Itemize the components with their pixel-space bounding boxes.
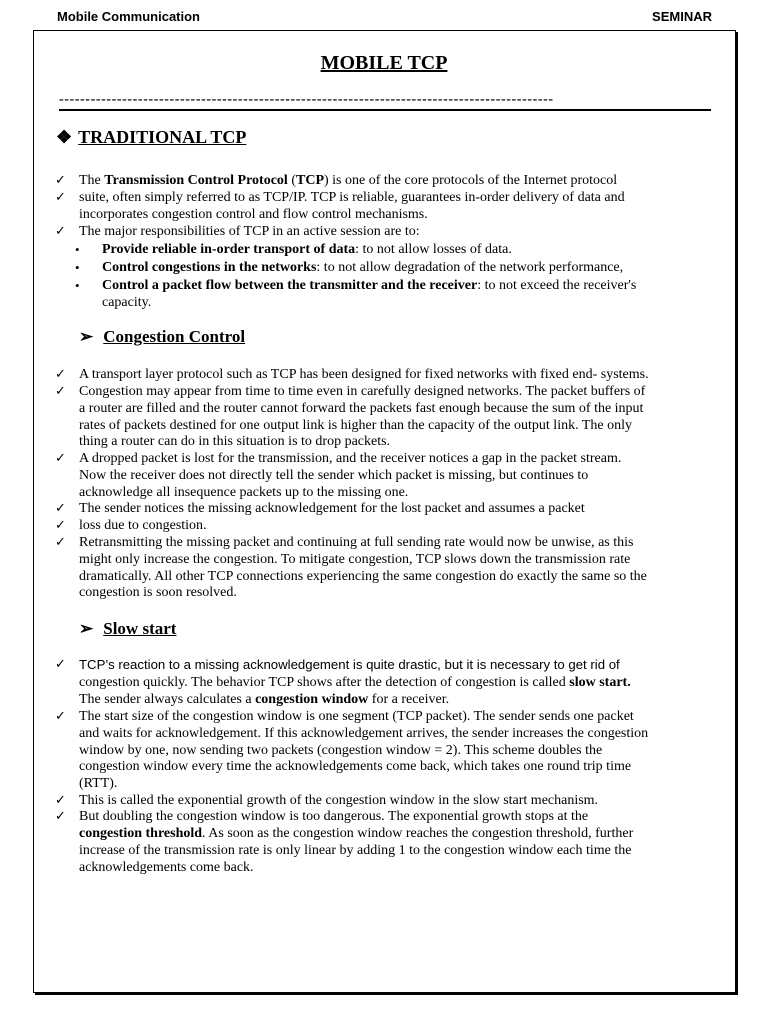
bullet-icon: • [75, 260, 80, 275]
paragraph-line: congestion threshold. As soon as the congestion window reaches the congestion threshold, further [79, 826, 634, 841]
check-icon: ✓ [55, 793, 66, 808]
paragraph-line: The start size of the congestion window is one segment (TCP packet). The sender sends one packet [79, 709, 634, 724]
check-icon: ✓ [55, 535, 66, 550]
arrow-icon: ➢ [79, 619, 94, 638]
paragraph-line: congestion quickly. The behavior TCP shows after the detection of congestion is called slow start. [79, 675, 631, 690]
list-item: Control a packet flow between the transmitter and the receiver: to not exceed the receiver's [102, 278, 637, 293]
paragraph-line: A dropped packet is lost for the transmission, and the receiver notices a gap in the packet stream. [79, 451, 622, 466]
arrow-icon: ➢ [79, 327, 94, 346]
divider-dashes: ---------------------------------------------------------------------------------------------- [59, 92, 554, 107]
paragraph-line: suite, often simply referred to as TCP/IP. TCP is reliable, guarantees in-order delivery of data and [79, 190, 625, 205]
paragraph-line: and waits for acknowledgement. If this acknowledgement arrives, the sender increases the congestion [79, 726, 649, 741]
paragraph-line: The sender always calculates a congestion window for a receiver. [79, 692, 450, 707]
paragraph-line: congestion is soon resolved. [79, 585, 237, 600]
paragraph-line: The major responsibilities of TCP in an active session are to: [79, 224, 420, 239]
header-right: SEMINAR [652, 9, 712, 24]
paragraph-line: A transport layer protocol such as TCP has been designed for fixed networks with fixed end- systems. [79, 367, 649, 382]
bullet-icon: • [75, 278, 80, 293]
list-item: Control congestions in the networks: to not allow degradation of the network performance, [102, 260, 624, 275]
paragraph-line: rates of packets destined for one output link is higher than the capacity of the output link. The only [79, 418, 632, 433]
check-icon: ✓ [55, 501, 66, 516]
paragraph-line: TCP’s reaction to a missing acknowledgement is quite drastic, but it is necessary to get rid of [79, 657, 620, 672]
bullet-icon: • [75, 242, 80, 257]
check-icon: ✓ [55, 451, 66, 466]
check-icon: ✓ [55, 518, 66, 533]
paragraph-line: might only increase the congestion. To mitigate congestion, TCP slows down the transmission rate [79, 552, 631, 567]
check-icon: ✓ [55, 224, 66, 239]
check-icon: ✓ [55, 173, 66, 188]
paragraph-line: But doubling the congestion window is too dangerous. The exponential growth stops at the [79, 809, 589, 824]
diamond-icon: ❖ [56, 127, 73, 147]
paragraph-line: (RTT). [79, 776, 118, 791]
heading-slow-start [79, 619, 176, 639]
paragraph-line: dramatically. All other TCP connections experiencing the same congestion do exactly the same so the [79, 569, 647, 584]
check-icon: ✓ [55, 384, 66, 399]
heading-traditional-tcp [56, 127, 246, 148]
paragraph-line: The Transmission Control Protocol (TCP) is one of the core protocols of the Internet protocol [79, 173, 618, 188]
paragraph-line: acknowledgements come back. [79, 860, 254, 875]
heading-congestion-control [79, 327, 245, 347]
divider-line [59, 109, 711, 111]
paragraph-line: Retransmitting the missing packet and continuing at full sending rate would now be unwise, as this [79, 535, 634, 550]
paragraph-line: acknowledge all insequence packets up to the missing one. [79, 485, 409, 500]
heading-text: TRADITIONAL TCP [78, 127, 247, 147]
header-left: Mobile Communication [57, 9, 200, 24]
paragraph-line: window by one, now sending two packets (congestion window = 2). This scheme doubles the [79, 743, 603, 758]
paragraph-line: a router are filled and the router cannot forward the packets fast enough because the sum of the input [79, 401, 644, 416]
paragraph-line: Congestion may appear from time to time even in carefully designed networks. The packet buffers of [79, 384, 646, 399]
check-icon: ✓ [55, 709, 66, 724]
paragraph-line: Now the receiver does not directly tell the sender which packet is missing, but continues to [79, 468, 589, 483]
paragraph-line: congestion window every time the acknowledgements come back, which takes one round trip time [79, 759, 632, 774]
page-title: MOBILE TCP [320, 52, 448, 74]
list-item: capacity. [102, 295, 152, 310]
paragraph-line: increase of the transmission rate is only linear by adding 1 to the congestion window each time the [79, 843, 632, 858]
paragraph-line: This is called the exponential growth of the congestion window in the slow start mechanism. [79, 793, 599, 808]
check-icon: ✓ [55, 657, 66, 672]
list-item: Provide reliable in-order transport of data: to not allow losses of data. [102, 242, 512, 257]
heading-text: Congestion Control [103, 327, 246, 346]
paragraph-line: loss due to congestion. [79, 518, 207, 533]
paragraph-line: The sender notices the missing acknowledgement for the lost packet and assumes a packet [79, 501, 585, 516]
check-icon: ✓ [55, 190, 66, 205]
heading-text: Slow start [103, 619, 177, 638]
check-icon: ✓ [55, 367, 66, 382]
check-icon: ✓ [55, 809, 66, 824]
paragraph-line: incorporates congestion control and flow control mechanisms. [79, 207, 428, 222]
paragraph-line: thing a router can do in this situation is to drop packets. [79, 434, 391, 449]
